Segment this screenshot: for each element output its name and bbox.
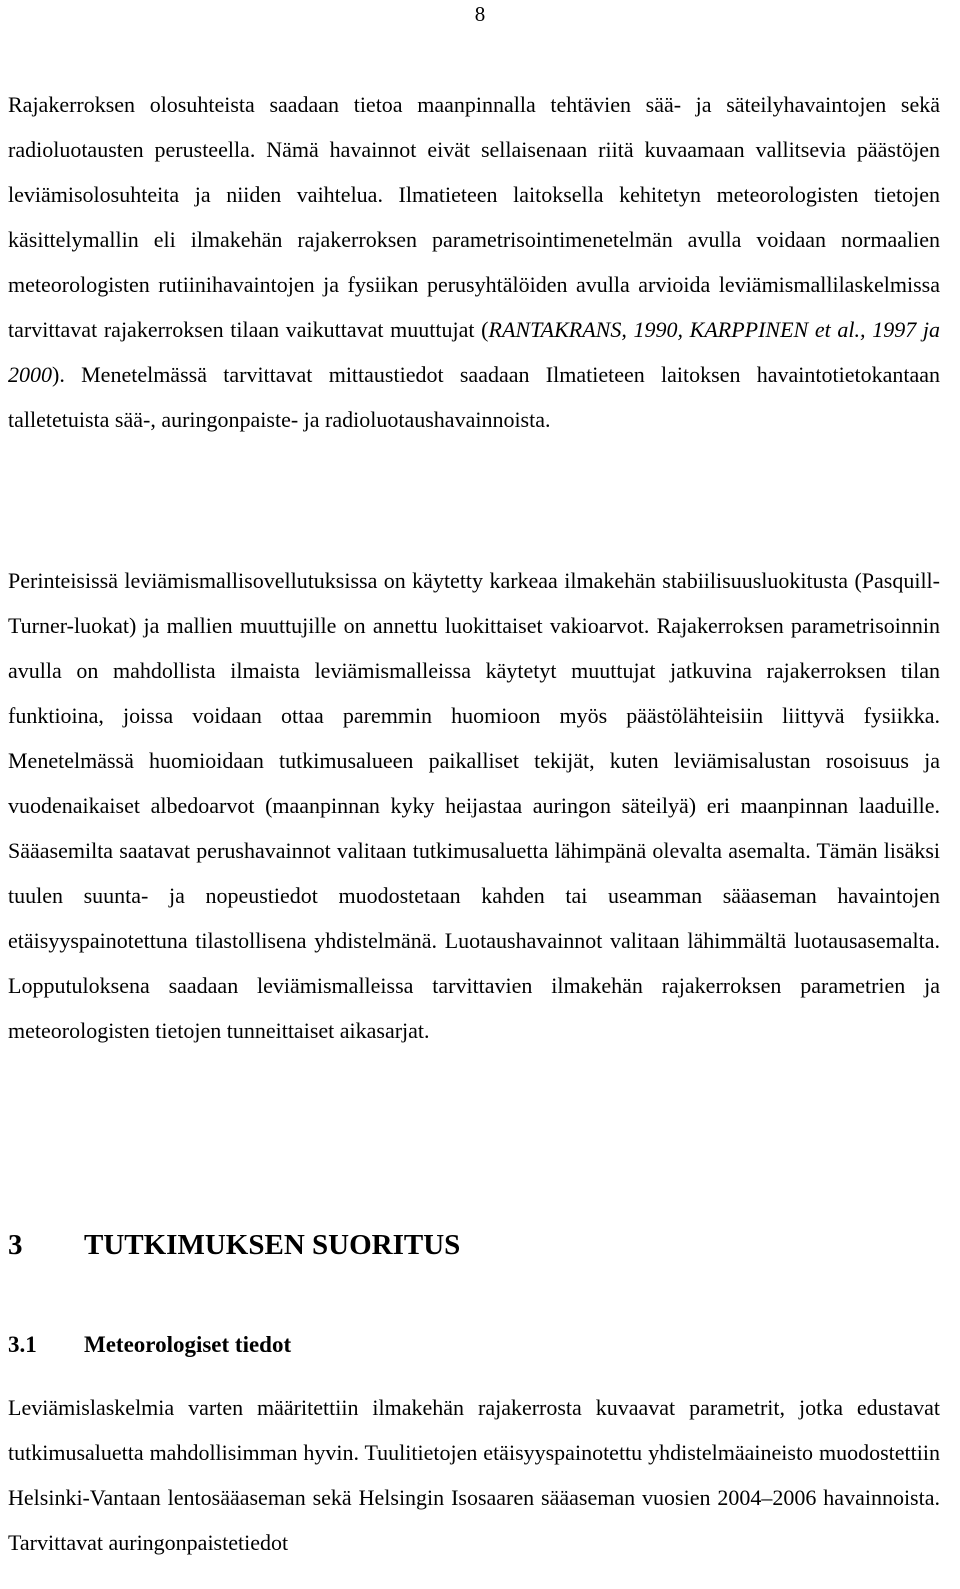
paragraph-1-text-a: Rajakerroksen olosuhteista saadaan tietoa maanpinnalla tehtävien sää- ja säteilyhavaintojen sekä radioluotausten perusteella. Nämä havainnot eivät sellaisenaan riitä kuvaamaan vallitsevia päästöjen leviämisolosuhteita ja niiden vaihtelua. Ilmatieteen laitoksella kehitetyn meteorologisten tietojen käsittelymallin eli ilmakehän rajakerroksen parametrisointimenetelmän avulla voidaan normaalien meteorologisten rutiinihavaintojen ja fysiikan perusyhtälöiden avulla arvioida leviämismallilaskelmissa tarvittavat rajakerroksen tilaan vaikuttavat muuttujat (: [8, 92, 940, 342]
page-number: 8: [474, 2, 486, 26]
section-3-1-title: Meteorologiset tiedot: [84, 1332, 292, 1357]
paragraph-2-text: Perinteisissä leviämismallisovellutuksissa on käytetty karkeaa ilmakehän stabiilisuusluokitusta (Pasquill-Turner-luokat) ja mallien muuttujille on annettu luokittaiset vakioarvot. Rajakerroksen parametrisoinnin avulla on mahdollista ilmaista leviämismalleissa käytetyt muuttujat jatkuvina rajakerroksen tilan funktioina, joissa voidaan ottaa paremmin huomioon myös päästölähteisiin liittyvä fysiikka. Menetelmässä huomioidaan tutkimusalueen paikalliset tekijät, kuten leviämisalustan rosoisuus ja vuodenaikaiset albedoarvot (maanpinnan kyky heijastaa auringon säteilyä) eri maanpinnan laaduille. Sääasemilta saatavat perushavainnot valitaan tutkimusaluetta lähimpänä olevalta asemalta. Tämän lisäksi tuulen suunta- ja nopeustiedot muodostetaan kahden tai useamman sääaseman havaintojen etäisyyspainotettuna tilastollisena yhdistelmänä. Luotaushavainnot valitaan lähimmältä luotausasemalta. Lopputuloksena saadaan leviämismalleissa tarvittavien ilmakehän rajakerroksen parametrien ja meteorologisten tietojen tunneittaiset aikasarjat.: [8, 568, 940, 1043]
section-3-heading: [8, 1227, 460, 1263]
paragraph-1: [8, 82, 940, 442]
paragraph-3: [8, 1385, 940, 1565]
section-3-title: TUTKIMUKSEN SUORITUS: [84, 1229, 461, 1261]
paragraph-3-text: Leviämislaskelmia varten määritettiin ilmakehän rajakerrosta kuvaavat parametrit, jotka edustavat tutkimusaluetta mahdollisimman hyvin. Tuulitietojen etäisyyspainotettu yhdistelmäaineisto muodostettiin Helsinki-Vantaan lentosääaseman sekä Helsingin Isosaaren sääaseman vuosien 2004–2006 havainnoista. Tarvittavat auringonpaistetiedot: [8, 1395, 940, 1555]
paragraph-2: [8, 558, 940, 1053]
section-3-1-heading: [8, 1330, 291, 1360]
section-3-number: 3: [8, 1229, 23, 1261]
paragraph-1-citation: RANTAKRANS, 1990, KARPPINEN et al., 1997 ja 2000: [8, 317, 940, 387]
section-3-1-number: 3.1: [8, 1332, 37, 1357]
paragraph-1-text-b: ). Menetelmässä tarvittavat mittaustiedot saadaan Ilmatieteen laitoksen havaintotietokantaan talletetuista sää-, auringonpaiste- ja radioluotaushavainnoista.: [8, 362, 940, 432]
